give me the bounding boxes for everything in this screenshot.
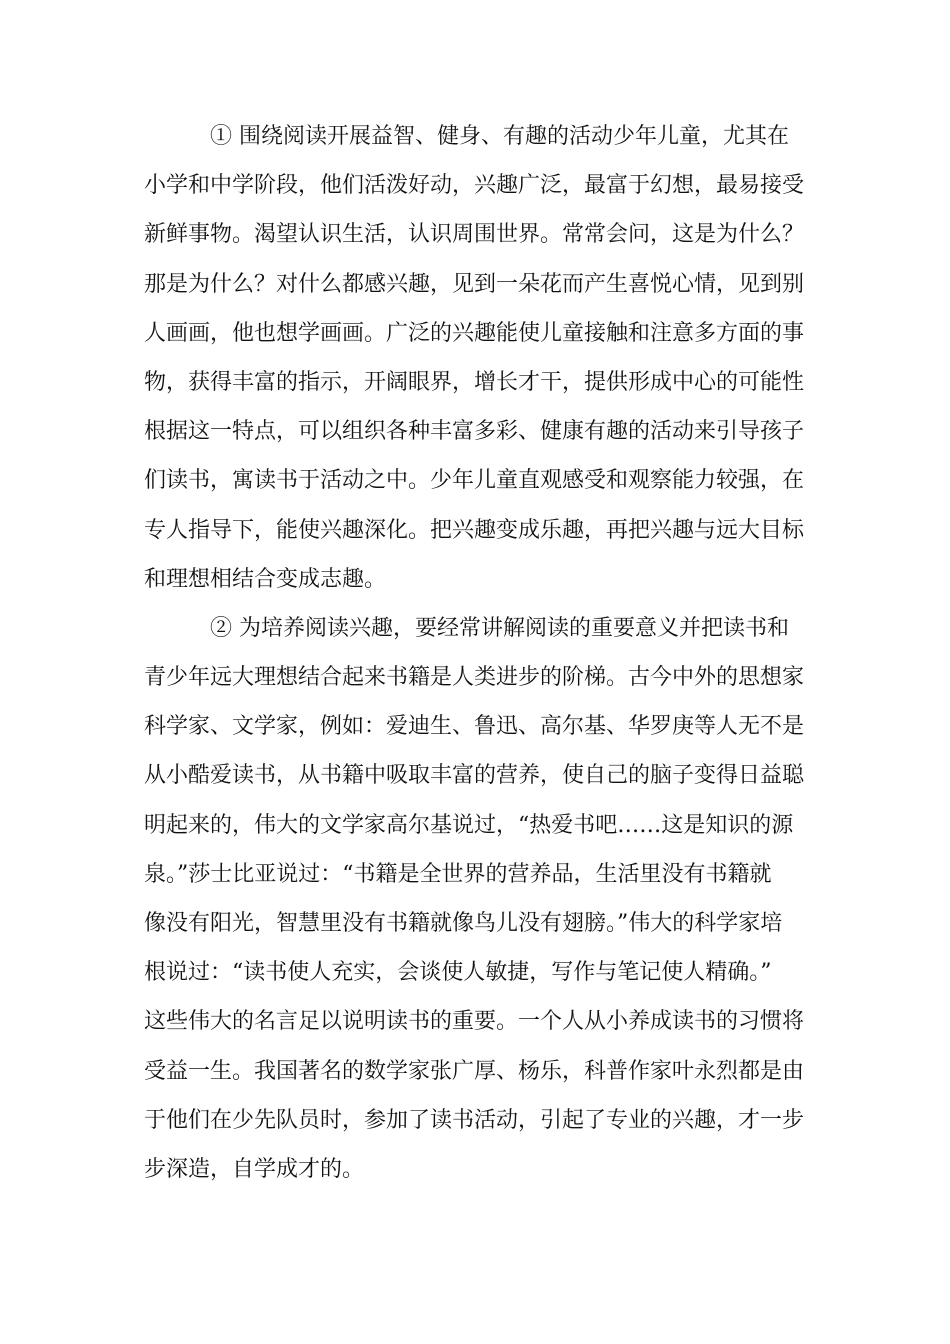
text-line: 人画画，他也想学画画。广泛的兴趣能使儿童接触和注意多方面的事 bbox=[144, 320, 805, 346]
paragraph-1 bbox=[144, 112, 828, 604]
text-line: 从小酷爱读书，从书籍中吸取丰富的营养，使自己的脑子变得日益聪 bbox=[144, 763, 805, 789]
text-line: 小学和中学阶段，他们活泼好动，兴趣广泛，最富于幻想，最易接受 bbox=[144, 173, 805, 199]
text-line: ① 围绕阅读开展益智、健身、有趣的活动少年儿童，尤其在 bbox=[144, 124, 789, 149]
text-line: 青少年远大理想结合起来书籍是人类进步的阶梯。古今中外的思想家 bbox=[144, 665, 805, 691]
text-line: 泉。”莎士比亚说过：“书籍是全世界的营养品，生活里没有书籍就 bbox=[144, 861, 772, 887]
text-line: 物，获得丰富的指示，开阔眼界，增长才干，提供形成中心的可能性 bbox=[144, 369, 805, 395]
text-line: 于他们在少先队员时，参加了读书活动，引起了专业的兴趣，才一步 bbox=[144, 1107, 805, 1133]
text-line: 新鲜事物。渴望认识生活，认识周围世界。常常会问，这是为什么？ bbox=[144, 222, 805, 248]
text-line: ② 为培养阅读兴趣，要经常讲解阅读的重要意义并把读书和 bbox=[144, 615, 789, 641]
text-line: 这些伟大的名言足以说明读书的重要。一个人从小养成读书的习惯将 bbox=[144, 1009, 805, 1035]
text-line: 那是为什么？对什么都感兴趣，见到一朵花而产生喜悦心情，见到别 bbox=[144, 271, 805, 297]
text-line: 们读书，寓读书于活动之中。少年儿童直观感受和观察能力较强，在 bbox=[144, 468, 805, 494]
text-line: 受益一生。我国著名的数学家张广厚、杨乐，科普作家叶永烈都是由 bbox=[144, 1058, 805, 1084]
document-page bbox=[144, 112, 828, 1194]
paragraph-2 bbox=[144, 604, 828, 1194]
text-line: 像没有阳光，智慧里没有书籍就像鸟儿没有翅膀。”伟大的科学家培 bbox=[144, 911, 783, 936]
text-line: 科学家、文学家，例如：爱迪生、鲁迅、高尔基、华罗庚等人无不是 bbox=[144, 714, 805, 740]
text-line: 根据这一特点，可以组织各种丰富多彩、健康有趣的活动来引导孩子 bbox=[144, 419, 805, 445]
text-line: 明起来的，伟大的文学家高尔基说过，“热爱书吧……这是知识的源 bbox=[144, 812, 794, 838]
text-line: 根说过：“读书使人充实，会谈使人敏捷，写作与笔记使人精确。” bbox=[144, 960, 772, 986]
text-line: 步深造，自学成才的。 bbox=[144, 1156, 365, 1182]
text-line: 专人指导下，能使兴趣深化。把兴趣变成乐趣，再把兴趣与远大目标 bbox=[144, 517, 805, 543]
text-line: 和理想相结合变成志趣。 bbox=[144, 566, 387, 592]
